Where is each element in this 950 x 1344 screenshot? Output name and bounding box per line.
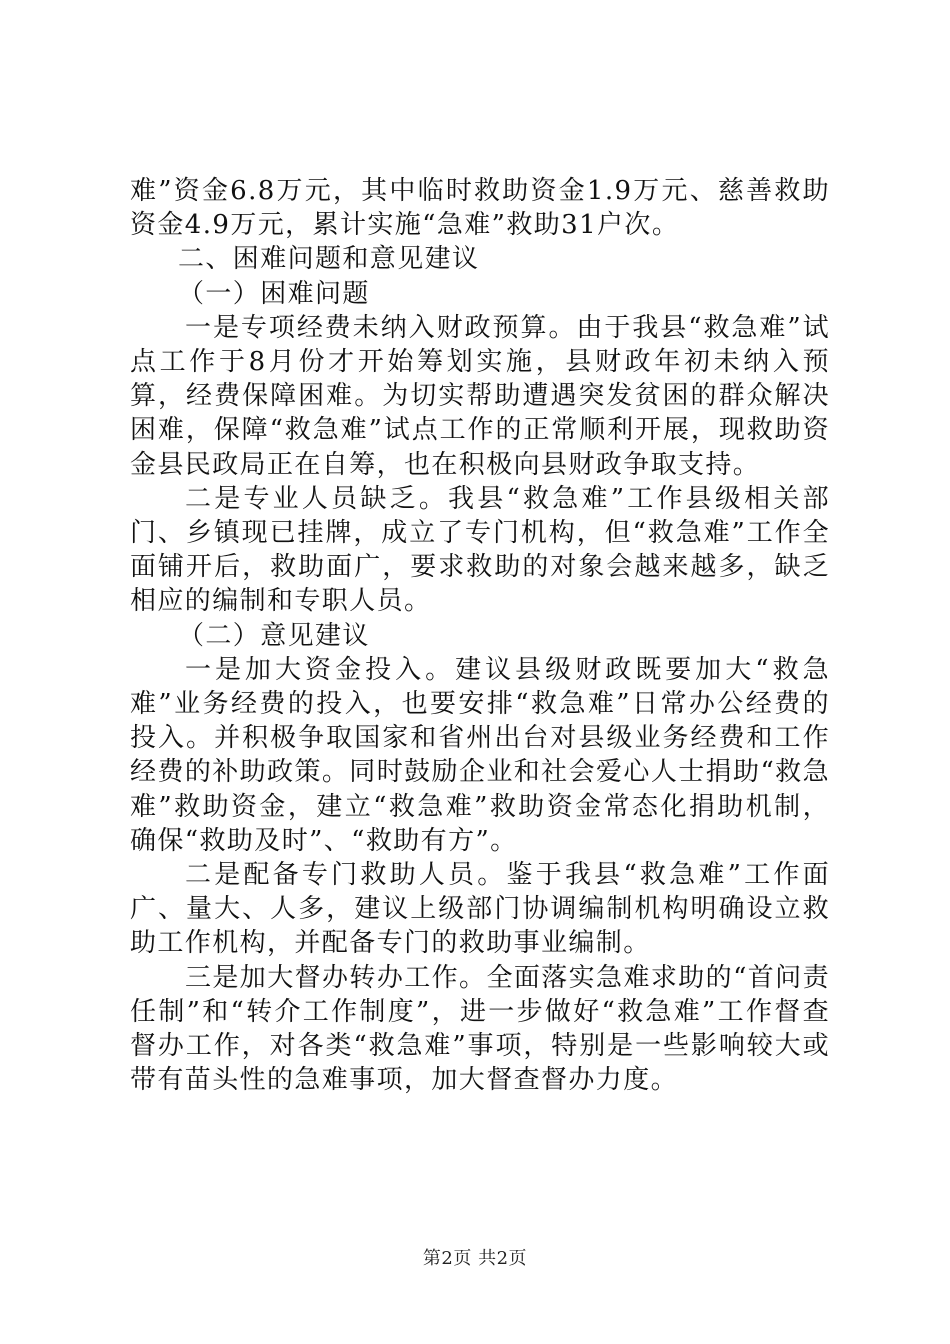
- paragraph-funds-summary: 难”资金6.8万元，其中临时救助资金1.9万元、慈善救助资金4.9万元，累计实施“急难”救助31户次。: [130, 176, 830, 241]
- paragraph-assign-staff: 二是配备专门救助人员。鉴于我县“救急难”工作面广、量大、人多，建议上级部门协调编制机构明确设立救助工作机构，并配备专门的救助事业编制。: [130, 860, 830, 959]
- subheading-suggestions: （二）意见建议: [178, 620, 370, 651]
- paragraph-budget-issue: 一是专项经费未纳入财政预算。由于我县“救急难”试点工作于8月份才开始筹划实施，县财政年初未纳入预算，经费保障困难。为切实帮助遭遇突发贫困的群众解决困难，保障“救急难”试点工作的正常顺利开展，现救助资金县民政局正在自筹，也在积极向县财政争取支持。: [130, 312, 830, 480]
- subheading-difficulties: （一）困难问题: [178, 278, 370, 309]
- page-number-label: 第2页 共2页: [422, 1248, 528, 1269]
- paragraph-supervision: 三是加大督办转办工作。全面落实急难求助的“首问责任制”和“转介工作制度”，进一步做好“救急难”工作督查督办工作，对各类“救急难”事项，特别是一些影响较大或带有苗头性的急难事项，加大督查督办力度。: [130, 962, 830, 1096]
- paragraph-increase-funding: 一是加大资金投入。建议县级财政既要加大“救急难”业务经费的投入，也要安排“救急难”日常办公经费的投入。并积极争取国家和省州出台对县级业务经费和工作经费的补助政策。同时鼓励企业和社会爱心人士捐助“救急难”救助资金，建立“救急难”救助资金常态化捐助机制，确保“救助及时”、“救助有方”。: [130, 654, 830, 856]
- paragraph-staff-shortage: 二是专业人员缺乏。我县“救急难”工作县级相关部门、乡镇现已挂牌，成立了专门机构，但“救急难”工作全面铺开后，救助面广，要求救助的对象会越来越多，缺乏相应的编制和专职人员。: [130, 483, 830, 617]
- section-heading-problems-and-suggestions: 二、困难问题和意见建议: [178, 244, 480, 275]
- document-body: [130, 174, 830, 1097]
- page-footer: [0, 1244, 950, 1270]
